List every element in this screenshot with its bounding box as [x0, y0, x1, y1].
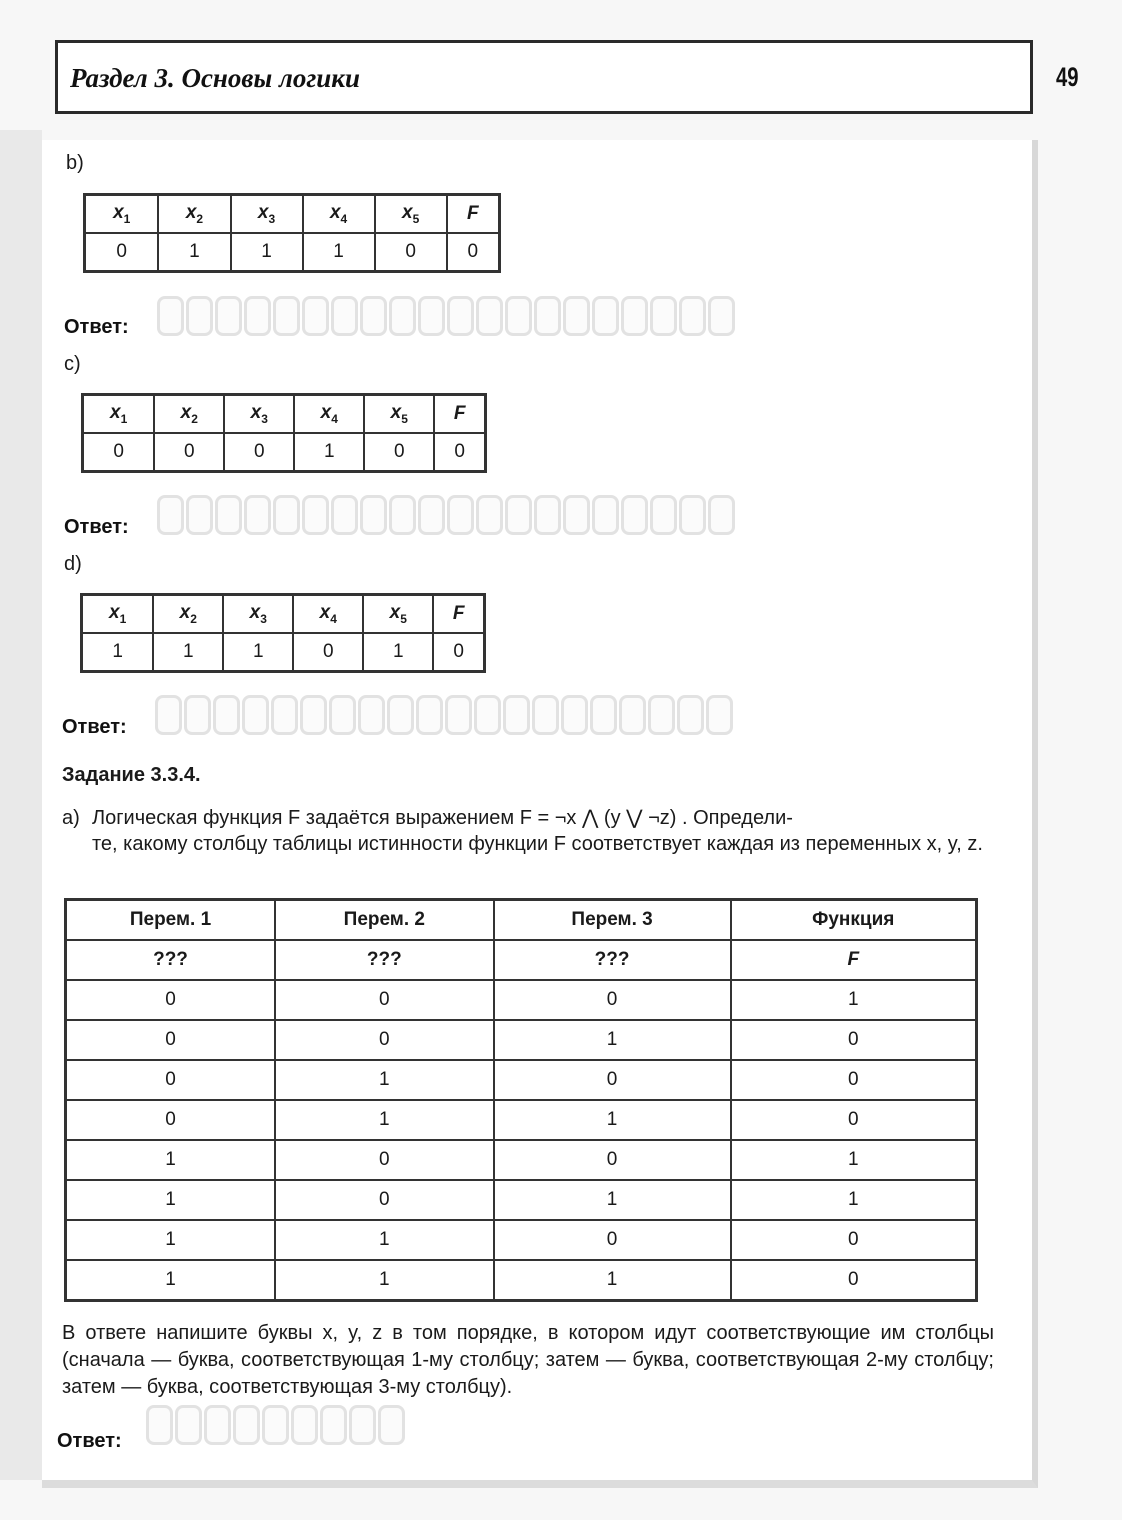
answer-cell[interactable]: [378, 1405, 405, 1445]
answer-cell[interactable]: [418, 296, 445, 336]
cell: 1: [363, 633, 433, 672]
task-text-rest: те, какому столбцу таблицы истинности функции F соответствует каждая из переменных x, y, z.: [92, 833, 983, 855]
cell: 1: [494, 1100, 731, 1140]
answer-cell[interactable]: [476, 296, 503, 336]
header-f: F: [447, 195, 500, 234]
answer-cell[interactable]: [155, 695, 182, 735]
answer-cell[interactable]: [262, 1405, 289, 1445]
cell: 0: [447, 233, 500, 272]
table-header-row: [85, 195, 500, 234]
answer-cell[interactable]: [331, 495, 358, 535]
answer-cell[interactable]: [389, 296, 416, 336]
cell: 0: [293, 633, 363, 672]
cell: 0: [433, 633, 484, 672]
cell: 0: [66, 1020, 276, 1060]
answer-cell[interactable]: [563, 495, 590, 535]
answer-cell[interactable]: [300, 695, 327, 735]
table-row: [66, 1100, 977, 1140]
header-x4: $x_4$: [303, 195, 375, 234]
table-row: [66, 1220, 977, 1260]
answer-cell[interactable]: [534, 495, 561, 535]
cell: 0: [731, 1100, 977, 1140]
table-row: [83, 433, 486, 472]
col-header: Перем. 2: [275, 900, 494, 941]
task-marker: a): [62, 807, 80, 829]
answer-cell[interactable]: [358, 695, 385, 735]
cell: 0: [494, 980, 731, 1020]
table-row: [66, 1060, 977, 1100]
answer-cells-c[interactable]: [157, 495, 735, 535]
cell: 1: [231, 233, 303, 272]
cell: 0: [154, 433, 224, 472]
cell: 0: [66, 1060, 276, 1100]
part-b-table: [83, 193, 501, 273]
part-c-label: c): [64, 353, 81, 375]
header-x1: $x_1$: [85, 195, 159, 234]
answer-cell[interactable]: [271, 695, 298, 735]
cell: 0: [731, 1060, 977, 1100]
answer-cells-b[interactable]: [157, 296, 735, 336]
answer-cell[interactable]: [650, 296, 677, 336]
table-row: [66, 1260, 977, 1301]
cell: 0: [434, 433, 485, 472]
cell: 1: [153, 633, 223, 672]
cell: 1: [494, 1260, 731, 1301]
answer-cell[interactable]: [416, 695, 443, 735]
col-subheader: ???: [494, 940, 731, 980]
answer-cell[interactable]: [474, 695, 501, 735]
table-row: [66, 1020, 977, 1060]
cell: 1: [294, 433, 364, 472]
answer-cell[interactable]: [360, 495, 387, 535]
header-x3: $x_3$: [224, 395, 294, 434]
cell: 0: [275, 980, 494, 1020]
table-row: [66, 1140, 977, 1180]
answer-cell[interactable]: [184, 695, 211, 735]
table-header-row: [83, 395, 486, 434]
answer-cell[interactable]: [302, 495, 329, 535]
answer-cell[interactable]: [592, 296, 619, 336]
cell: 1: [275, 1100, 494, 1140]
part-c-table: [81, 393, 487, 473]
cell: 0: [85, 233, 159, 272]
answer-cell[interactable]: [534, 296, 561, 336]
answer-cell[interactable]: [677, 695, 704, 735]
answer-cells-task[interactable]: [146, 1405, 405, 1445]
table-row: [66, 980, 977, 1020]
answer-cell[interactable]: [708, 495, 735, 535]
cell: 1: [494, 1020, 731, 1060]
answer-cell[interactable]: [291, 1405, 318, 1445]
answer-cell[interactable]: [387, 695, 414, 735]
answer-cell[interactable]: [320, 1405, 347, 1445]
header-x2: $x_2$: [153, 595, 223, 634]
col-subheader: F: [731, 940, 977, 980]
cell: 0: [364, 433, 434, 472]
cell: 1: [275, 1220, 494, 1260]
task-description: [62, 805, 998, 857]
header-f: F: [434, 395, 485, 434]
answer-cell[interactable]: [146, 1405, 173, 1445]
cell: 1: [275, 1060, 494, 1100]
answer-label-b: Ответ:: [64, 316, 129, 338]
answer-cell[interactable]: [273, 495, 300, 535]
cell: 1: [158, 233, 230, 272]
answer-cell[interactable]: [447, 296, 474, 336]
answer-cell[interactable]: [621, 495, 648, 535]
answer-cell[interactable]: [215, 495, 242, 535]
header-x5: $x_5$: [363, 595, 433, 634]
answer-cell[interactable]: [679, 296, 706, 336]
cell: 0: [275, 1180, 494, 1220]
cell: 1: [494, 1180, 731, 1220]
cell: 0: [275, 1020, 494, 1060]
col-subheader: ???: [66, 940, 276, 980]
table-header-row: [82, 595, 485, 634]
part-d-label: d): [64, 553, 82, 575]
part-b-label: b): [66, 152, 84, 174]
cell: 1: [82, 633, 154, 672]
answer-cell[interactable]: [706, 695, 733, 735]
section-title: Раздел 3. Основы логики: [70, 63, 361, 93]
answer-cell[interactable]: [157, 296, 184, 336]
cell: 1: [66, 1140, 276, 1180]
col-header: Функция: [731, 900, 977, 941]
answer-cell[interactable]: [331, 296, 358, 336]
cell: 0: [375, 233, 447, 272]
cell: 0: [731, 1020, 977, 1060]
answer-cell[interactable]: [157, 495, 184, 535]
answer-cell[interactable]: [233, 1405, 260, 1445]
answer-cell[interactable]: [619, 695, 646, 735]
col-subheader: ???: [275, 940, 494, 980]
cell: 0: [83, 433, 155, 472]
cell: 0: [494, 1220, 731, 1260]
answer-cell[interactable]: [505, 495, 532, 535]
cell: 0: [731, 1260, 977, 1301]
page-number: 49: [1056, 62, 1079, 92]
header-x4: $x_4$: [293, 595, 363, 634]
scan-margin: [0, 130, 42, 1480]
answer-label-task: Ответ:: [57, 1430, 122, 1452]
cell: 0: [66, 1100, 276, 1140]
answer-cell[interactable]: [708, 296, 735, 336]
col-header: Перем. 3: [494, 900, 731, 941]
table-row: [66, 1180, 977, 1220]
answer-cell[interactable]: [418, 495, 445, 535]
header-x1: $x_1$: [83, 395, 155, 434]
answer-cell[interactable]: [360, 296, 387, 336]
cell: 1: [66, 1220, 276, 1260]
answer-cell[interactable]: [621, 296, 648, 336]
answer-cell[interactable]: [242, 695, 269, 735]
section-header: [55, 40, 1033, 114]
task-title: Задание 3.3.4.: [62, 764, 201, 786]
answer-cell[interactable]: [648, 695, 675, 735]
header-x3: $x_3$: [231, 195, 303, 234]
answer-label-d: Ответ:: [62, 716, 127, 738]
cell: 0: [275, 1140, 494, 1180]
col-header: Перем. 1: [66, 900, 276, 941]
answer-cell[interactable]: [186, 495, 213, 535]
answer-cell[interactable]: [204, 1405, 231, 1445]
header-x2: $x_2$: [154, 395, 224, 434]
table-row: [82, 633, 485, 672]
cell: 1: [731, 1140, 977, 1180]
answer-cell[interactable]: [590, 695, 617, 735]
cell: 1: [731, 980, 977, 1020]
answer-cell[interactable]: [329, 695, 356, 735]
header-x4: $x_4$: [294, 395, 364, 434]
answer-cell[interactable]: [244, 495, 271, 535]
cell: 0: [731, 1220, 977, 1260]
answer-cell[interactable]: [273, 296, 300, 336]
table-row: [85, 233, 500, 272]
answer-cell[interactable]: [561, 695, 588, 735]
answer-cell[interactable]: [186, 296, 213, 336]
answer-cell[interactable]: [244, 296, 271, 336]
answer-cell[interactable]: [213, 695, 240, 735]
header-f: F: [433, 595, 484, 634]
part-d-table: [80, 593, 486, 673]
cell: 0: [224, 433, 294, 472]
task-text-line1: Логическая функция F задаётся выражением F = ¬x ⋀ (y ⋁ ¬z) . Определи-: [92, 807, 793, 829]
answer-cell[interactable]: [650, 495, 677, 535]
cell: 1: [66, 1260, 276, 1301]
answer-cell[interactable]: [349, 1405, 376, 1445]
answer-cell[interactable]: [505, 296, 532, 336]
truth-table: [64, 898, 978, 1302]
header-x3: $x_3$: [223, 595, 293, 634]
instruction-note: В ответе напишите буквы x, y, z в том порядке, в котором идут соответствующие им столбцы (сначала — буква, соответствующая 1-му столбцу; затем — буква, соответствующая 2-му столбцу; затем — буква, соответствующая 3-му столбцу).: [62, 1322, 994, 1398]
answer-cell[interactable]: [503, 695, 530, 735]
truth-subheader-row: [66, 940, 977, 980]
cell: 1: [731, 1180, 977, 1220]
answer-cell[interactable]: [215, 296, 242, 336]
answer-cell[interactable]: [445, 695, 472, 735]
cell: 1: [66, 1180, 276, 1220]
header-x5: $x_5$: [375, 195, 447, 234]
answer-label-c: Ответ:: [64, 516, 129, 538]
answer-cells-d[interactable]: [155, 695, 733, 735]
cell: 1: [223, 633, 293, 672]
cell: 0: [66, 980, 276, 1020]
answer-cell[interactable]: [476, 495, 503, 535]
cell: 0: [494, 1060, 731, 1100]
cell: 0: [494, 1140, 731, 1180]
answer-cell[interactable]: [532, 695, 559, 735]
answer-cell[interactable]: [175, 1405, 202, 1445]
answer-cell[interactable]: [592, 495, 619, 535]
answer-cell[interactable]: [302, 296, 329, 336]
truth-header-row: [66, 900, 977, 941]
header-x2: $x_2$: [158, 195, 230, 234]
answer-cell[interactable]: [563, 296, 590, 336]
answer-cell[interactable]: [389, 495, 416, 535]
answer-cell[interactable]: [447, 495, 474, 535]
header-x1: $x_1$: [82, 595, 154, 634]
header-x5: $x_5$: [364, 395, 434, 434]
cell: 1: [275, 1260, 494, 1301]
cell: 1: [303, 233, 375, 272]
answer-cell[interactable]: [679, 495, 706, 535]
